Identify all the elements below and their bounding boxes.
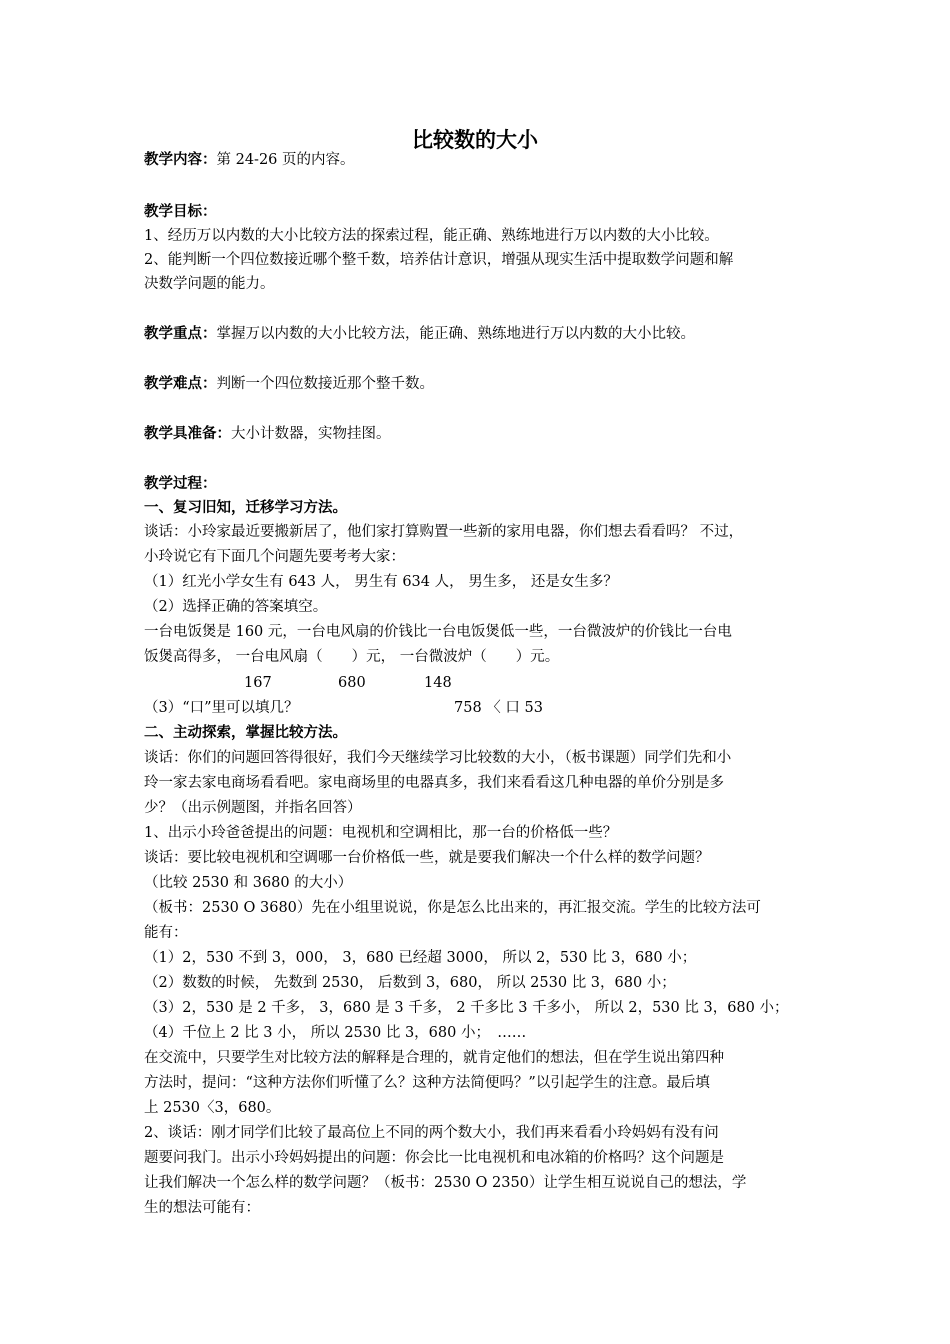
goal-line-1: 1、经历万以内数的大小比较方法的探索过程，能正确、熟练地进行万以内数的大小比较。: [144, 228, 719, 244]
paragraph-line: 让我们解决一个怎么样的数学问题？（板书：2530 O 2350）让学生相互说说自己的想法，学: [144, 1175, 747, 1191]
prep-text: 大小计数器，实物挂图。: [231, 426, 391, 442]
goal-line-2a: 2、能判断一个四位数接近哪个整千数，培养估计意识，增强从现实生活中提取数学问题和解: [144, 252, 734, 268]
paragraph-line: 1、出示小玲爸爸提出的问题：电视机和空调相比，那一台的价格低一些？: [144, 825, 618, 841]
process-label: 教学过程：: [144, 476, 217, 492]
question-2: （2）选择正确的答案填空。: [144, 599, 328, 615]
key-text: 掌握万以内数的大小比较方法，能正确、熟练地进行万以内数的大小比较。: [216, 326, 695, 342]
method-1: （1）2，530 不到 3，000， 3，680 已经超 3000， 所以 2，530 比 3，680 小；: [144, 950, 697, 966]
difficulty-text: 判断一个四位数接近那个整千数。: [216, 376, 434, 392]
content-text: 第 24-26 页的内容。: [216, 152, 355, 168]
goals-label: 教学目标：: [144, 204, 217, 220]
paragraph-line: 玲一家去家电商场看看吧。家电商场里的电器真多，我们来看看这几种电器的单价分别是多: [144, 775, 724, 791]
question-3-expression: 758 〈 口 53: [454, 700, 543, 716]
difficulty-line: [144, 374, 434, 394]
paragraph-line: 在交流中，只要学生对比较方法的解释是合理的，就肯定他们的想法，但在学生说出第四种: [144, 1050, 724, 1066]
goal-line-2b: 决数学问题的能力。: [144, 276, 275, 292]
prep-line: [144, 424, 391, 444]
section-2-heading: 二、主动探索，掌握比较方法。: [144, 725, 347, 741]
method-3: （3）2，530 是 2 千多， 3，680 是 3 千多， 2 千多比 3 千多小， 所以 2，530 比 3，680 小；: [144, 1000, 789, 1016]
key-line: [144, 324, 695, 344]
method-2: （2）数数的时候， 先数到 2530， 后数到 3，680， 所以 2530 比 3，680 小；: [144, 975, 676, 991]
prep-label: 教学具准备：: [144, 426, 231, 442]
question-1: （1）红光小学女生有 643 人， 男生有 634 人， 男生多， 还是女生多？: [144, 574, 618, 590]
question-3: （3）“口”里可以填几？: [144, 700, 299, 716]
paragraph-line: 上 2530〈3，680。: [144, 1100, 281, 1116]
content-label: 教学内容：: [144, 152, 217, 168]
option-2: 680: [338, 675, 366, 691]
paragraph-line: 方法时，提问：“这种方法你们听懂了么？这种方法简便吗？”以引起学生的注意。最后填: [144, 1075, 710, 1091]
option-1: 167: [244, 675, 272, 691]
key-label: 教学重点：: [144, 326, 217, 342]
paragraph-line: 谈话：你们的问题回答得很好，我们今天继续学习比较数的大小，（板书课题）同学们先和小: [144, 750, 732, 766]
paragraph-line: 能有：: [144, 925, 188, 941]
paragraph-line: 2、谈话：刚才同学们比较了最高位上不同的两个数大小，我们再来看看小玲妈妈有没有问: [144, 1125, 719, 1141]
page-title: 比较数的大小: [412, 128, 538, 152]
paragraph-line: 谈话：小玲家最近要搬新居了，他们家打算购置一些新的家用电器，你们想去看看吗？ 不过，: [144, 524, 744, 540]
paragraph-line: 生的想法可能有：: [144, 1200, 260, 1216]
content-line: [144, 150, 355, 170]
method-4: （4）千位上 2 比 3 小， 所以 2530 比 3，680 小； ……: [144, 1025, 527, 1041]
paragraph-line: 饭煲高得多， 一台电风扇（ ）元， 一台微波炉（ ）元。: [144, 649, 560, 665]
option-3: 148: [424, 675, 452, 691]
paragraph-line: （比较 2530 和 3680 的大小）: [144, 875, 353, 891]
paragraph-line: 题要问我门。出示小玲妈妈提出的问题：你会比一比电视机和电冰箱的价格吗？这个问题是: [144, 1150, 724, 1166]
paragraph-line: 少？（出示例题图，并指名回答）: [144, 800, 362, 816]
paragraph-line: 小玲说它有下面几个问题先要考考大家：: [144, 549, 405, 565]
section-1-heading: 一、复习旧知，迁移学习方法。: [144, 500, 347, 516]
paragraph-line: 谈话：要比较电视机和空调哪一台价格低一些，就是要我们解决一个什么样的数学问题？: [144, 850, 710, 866]
paragraph-line: 一台电饭煲是 160 元，一台电风扇的价钱比一台电饭煲低一些，一台微波炉的价钱比一台电: [144, 624, 732, 640]
paragraph-line: （板书：2530 O 3680）先在小组里说说，你是怎么比出来的，再汇报交流。学生的比较方法可: [144, 900, 761, 916]
difficulty-label: 教学难点：: [144, 376, 217, 392]
